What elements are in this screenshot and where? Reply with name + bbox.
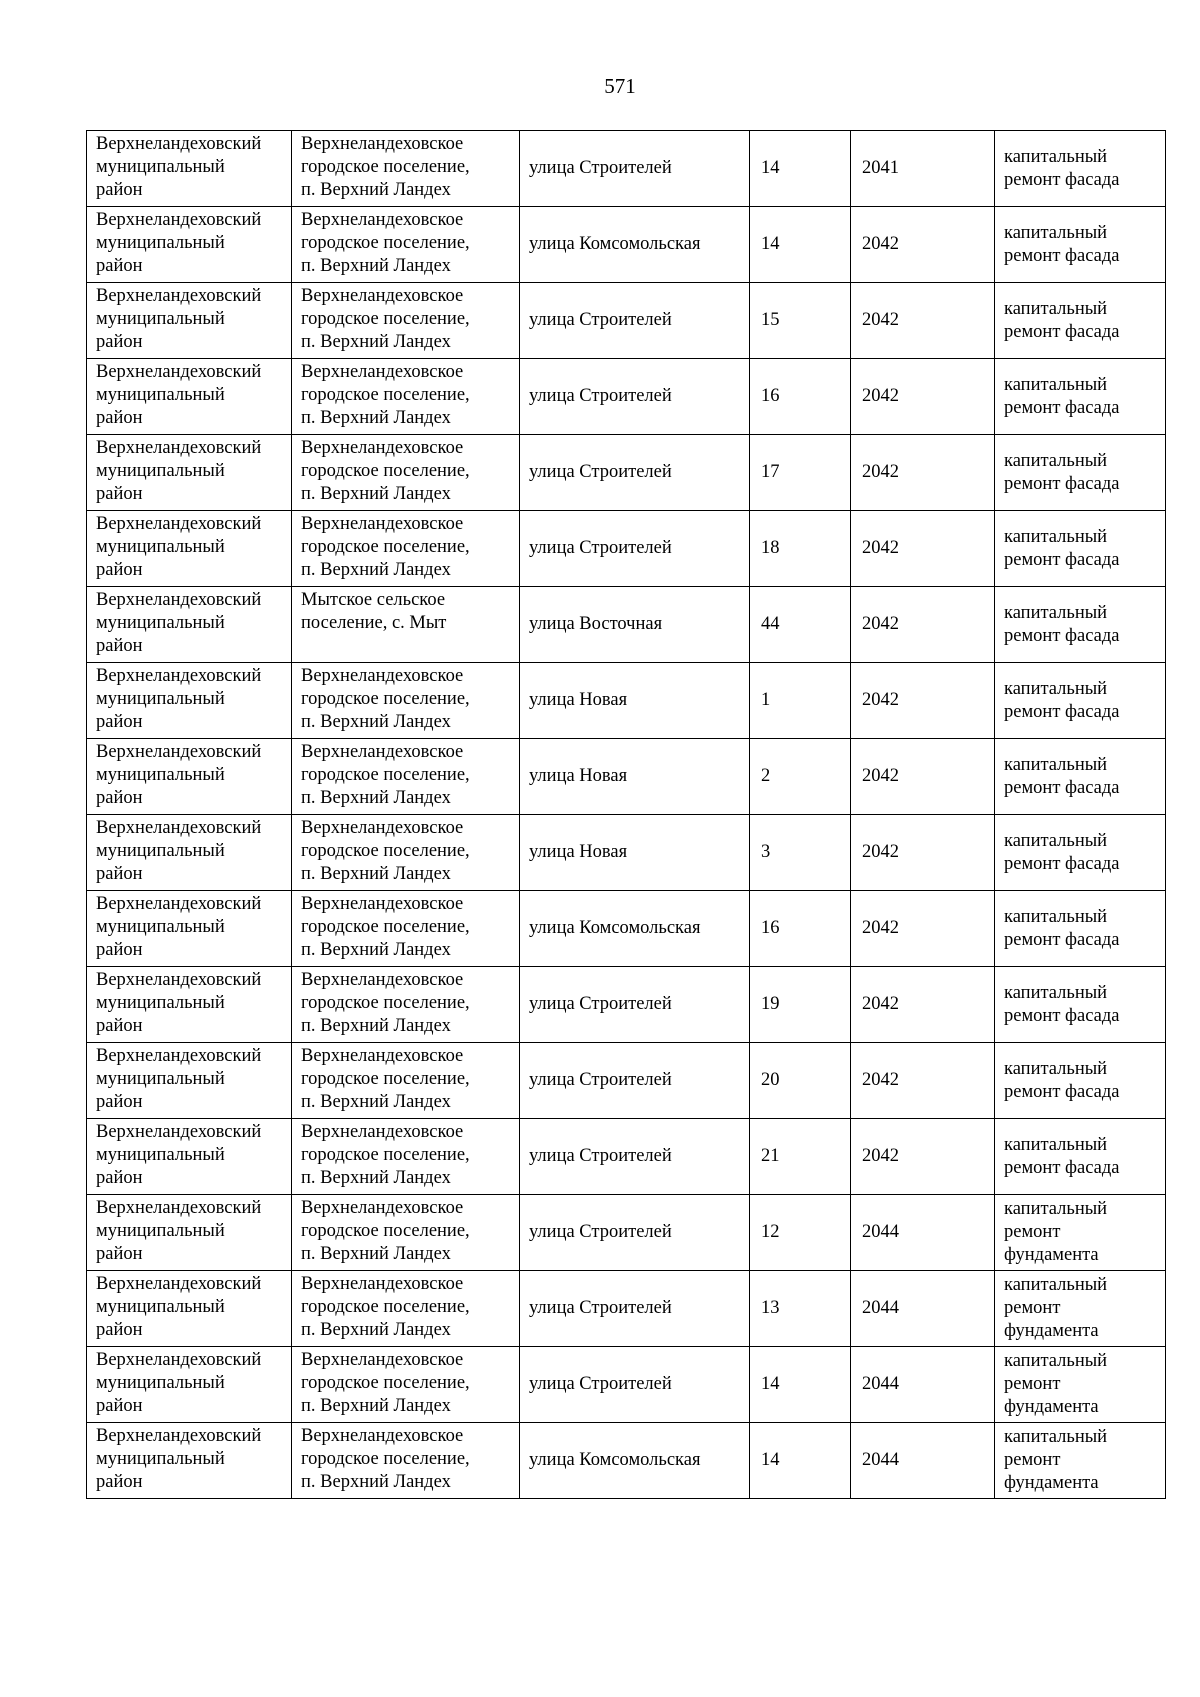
house-number-cell: 21 xyxy=(750,1119,851,1195)
district-cell: Верхнеландеховский муниципальный район xyxy=(87,815,292,891)
street-cell: улица Строителей xyxy=(520,1271,750,1347)
district-cell: Верхнеландеховский муниципальный район xyxy=(87,1423,292,1499)
table-row xyxy=(87,1043,1166,1119)
house-number-cell: 14 xyxy=(750,207,851,283)
house-number-cell: 1 xyxy=(750,663,851,739)
settlement-cell: Верхнеландеховское городское поселение, п. Верхний Ландех xyxy=(292,131,520,207)
year-cell: 2042 xyxy=(851,1119,995,1195)
settlement-cell: Верхнеландеховское городское поселение, п. Верхний Ландех xyxy=(292,1271,520,1347)
settlement-cell: Верхнеландеховское городское поселение, п. Верхний Ландех xyxy=(292,739,520,815)
table-row xyxy=(87,587,1166,663)
table-row xyxy=(87,1195,1166,1271)
settlement-cell: Верхнеландеховское городское поселение, п. Верхний Ландех xyxy=(292,815,520,891)
street-cell: улица Комсомольская xyxy=(520,891,750,967)
district-cell: Верхнеландеховский муниципальный район xyxy=(87,587,292,663)
street-cell: улица Строителей xyxy=(520,1043,750,1119)
settlement-cell: Верхнеландеховское городское поселение, п. Верхний Ландех xyxy=(292,511,520,587)
year-cell: 2042 xyxy=(851,815,995,891)
street-cell: улица Строителей xyxy=(520,1347,750,1423)
work-type-cell: капитальный ремонт фасада xyxy=(995,1119,1166,1195)
house-number-cell: 17 xyxy=(750,435,851,511)
work-type-cell: капитальный ремонт фасада xyxy=(995,891,1166,967)
year-cell: 2042 xyxy=(851,207,995,283)
table-row xyxy=(87,131,1166,207)
house-number-cell: 14 xyxy=(750,1423,851,1499)
street-cell: улица Новая xyxy=(520,663,750,739)
table-row xyxy=(87,435,1166,511)
year-cell: 2044 xyxy=(851,1271,995,1347)
settlement-cell: Верхнеландеховское городское поселение, п. Верхний Ландех xyxy=(292,207,520,283)
year-cell: 2042 xyxy=(851,359,995,435)
work-type-cell: капитальный ремонт фундамента xyxy=(995,1195,1166,1271)
street-cell: улица Строителей xyxy=(520,1195,750,1271)
settlement-cell: Верхнеландеховское городское поселение, п. Верхний Ландех xyxy=(292,435,520,511)
street-cell: улица Строителей xyxy=(520,511,750,587)
district-cell: Верхнеландеховский муниципальный район xyxy=(87,435,292,511)
district-cell: Верхнеландеховский муниципальный район xyxy=(87,663,292,739)
year-cell: 2042 xyxy=(851,587,995,663)
repair-schedule-table xyxy=(86,130,1166,1499)
work-type-cell: капитальный ремонт фасада xyxy=(995,1043,1166,1119)
table-row xyxy=(87,739,1166,815)
district-cell: Верхнеландеховский муниципальный район xyxy=(87,207,292,283)
year-cell: 2041 xyxy=(851,131,995,207)
table-row xyxy=(87,1347,1166,1423)
work-type-cell: капитальный ремонт фундамента xyxy=(995,1423,1166,1499)
district-cell: Верхнеландеховский муниципальный район xyxy=(87,1195,292,1271)
settlement-cell: Верхнеландеховское городское поселение, п. Верхний Ландех xyxy=(292,891,520,967)
table-row xyxy=(87,283,1166,359)
year-cell: 2042 xyxy=(851,435,995,511)
street-cell: улица Новая xyxy=(520,739,750,815)
district-cell: Верхнеландеховский муниципальный район xyxy=(87,1347,292,1423)
year-cell: 2042 xyxy=(851,967,995,1043)
year-cell: 2044 xyxy=(851,1423,995,1499)
table-row xyxy=(87,1423,1166,1499)
house-number-cell: 15 xyxy=(750,283,851,359)
house-number-cell: 18 xyxy=(750,511,851,587)
settlement-cell: Верхнеландеховское городское поселение, п. Верхний Ландех xyxy=(292,283,520,359)
house-number-cell: 3 xyxy=(750,815,851,891)
house-number-cell: 13 xyxy=(750,1271,851,1347)
year-cell: 2042 xyxy=(851,511,995,587)
house-number-cell: 20 xyxy=(750,1043,851,1119)
work-type-cell: капитальный ремонт фасада xyxy=(995,283,1166,359)
settlement-cell: Верхнеландеховское городское поселение, п. Верхний Ландех xyxy=(292,1043,520,1119)
house-number-cell: 16 xyxy=(750,359,851,435)
street-cell: улица Строителей xyxy=(520,435,750,511)
district-cell: Верхнеландеховский муниципальный район xyxy=(87,283,292,359)
year-cell: 2042 xyxy=(851,891,995,967)
street-cell: улица Комсомольская xyxy=(520,207,750,283)
street-cell: улица Строителей xyxy=(520,1119,750,1195)
work-type-cell: капитальный ремонт фасада xyxy=(995,435,1166,511)
street-cell: улица Строителей xyxy=(520,283,750,359)
street-cell: улица Строителей xyxy=(520,359,750,435)
work-type-cell: капитальный ремонт фасада xyxy=(995,207,1166,283)
table-row xyxy=(87,815,1166,891)
street-cell: улица Комсомольская xyxy=(520,1423,750,1499)
page-number: 571 xyxy=(604,74,636,98)
settlement-cell: Верхнеландеховское городское поселение, п. Верхний Ландех xyxy=(292,1347,520,1423)
street-cell: улица Строителей xyxy=(520,967,750,1043)
work-type-cell: капитальный ремонт фасада xyxy=(995,359,1166,435)
year-cell: 2042 xyxy=(851,739,995,815)
house-number-cell: 44 xyxy=(750,587,851,663)
settlement-cell: Верхнеландеховское городское поселение, п. Верхний Ландех xyxy=(292,359,520,435)
house-number-cell: 14 xyxy=(750,131,851,207)
house-number-cell: 14 xyxy=(750,1347,851,1423)
settlement-cell: Верхнеландеховское городское поселение, п. Верхний Ландех xyxy=(292,1423,520,1499)
house-number-cell: 16 xyxy=(750,891,851,967)
district-cell: Верхнеландеховский муниципальный район xyxy=(87,131,292,207)
district-cell: Верхнеландеховский муниципальный район xyxy=(87,967,292,1043)
work-type-cell: капитальный ремонт фундамента xyxy=(995,1271,1166,1347)
work-type-cell: капитальный ремонт фасада xyxy=(995,663,1166,739)
work-type-cell: капитальный ремонт фасада xyxy=(995,967,1166,1043)
settlement-cell: Верхнеландеховское городское поселение, п. Верхний Ландех xyxy=(292,663,520,739)
work-type-cell: капитальный ремонт фасада xyxy=(995,815,1166,891)
district-cell: Верхнеландеховский муниципальный район xyxy=(87,1043,292,1119)
table-row xyxy=(87,663,1166,739)
settlement-cell: Верхнеландеховское городское поселение, п. Верхний Ландех xyxy=(292,967,520,1043)
work-type-cell: капитальный ремонт фасада xyxy=(995,587,1166,663)
table-row xyxy=(87,359,1166,435)
settlement-cell: Мытское сельское поселение, с. Мыт xyxy=(292,587,520,663)
table-row xyxy=(87,1119,1166,1195)
district-cell: Верхнеландеховский муниципальный район xyxy=(87,739,292,815)
table-row xyxy=(87,207,1166,283)
house-number-cell: 12 xyxy=(750,1195,851,1271)
district-cell: Верхнеландеховский муниципальный район xyxy=(87,1271,292,1347)
settlement-cell: Верхнеландеховское городское поселение, п. Верхний Ландех xyxy=(292,1119,520,1195)
table-row xyxy=(87,967,1166,1043)
work-type-cell: капитальный ремонт фасада xyxy=(995,131,1166,207)
settlement-cell: Верхнеландеховское городское поселение, п. Верхний Ландех xyxy=(292,1195,520,1271)
year-cell: 2042 xyxy=(851,663,995,739)
table-row xyxy=(87,511,1166,587)
district-cell: Верхнеландеховский муниципальный район xyxy=(87,359,292,435)
work-type-cell: капитальный ремонт фасада xyxy=(995,739,1166,815)
district-cell: Верхнеландеховский муниципальный район xyxy=(87,511,292,587)
year-cell: 2044 xyxy=(851,1347,995,1423)
table-row xyxy=(87,891,1166,967)
work-type-cell: капитальный ремонт фасада xyxy=(995,511,1166,587)
street-cell: улица Строителей xyxy=(520,131,750,207)
year-cell: 2044 xyxy=(851,1195,995,1271)
district-cell: Верхнеландеховский муниципальный район xyxy=(87,891,292,967)
table-body xyxy=(87,131,1166,1499)
year-cell: 2042 xyxy=(851,1043,995,1119)
work-type-cell: капитальный ремонт фундамента xyxy=(995,1347,1166,1423)
house-number-cell: 19 xyxy=(750,967,851,1043)
district-cell: Верхнеландеховский муниципальный район xyxy=(87,1119,292,1195)
year-cell: 2042 xyxy=(851,283,995,359)
house-number-cell: 2 xyxy=(750,739,851,815)
street-cell: улица Новая xyxy=(520,815,750,891)
table-row xyxy=(87,1271,1166,1347)
street-cell: улица Восточная xyxy=(520,587,750,663)
